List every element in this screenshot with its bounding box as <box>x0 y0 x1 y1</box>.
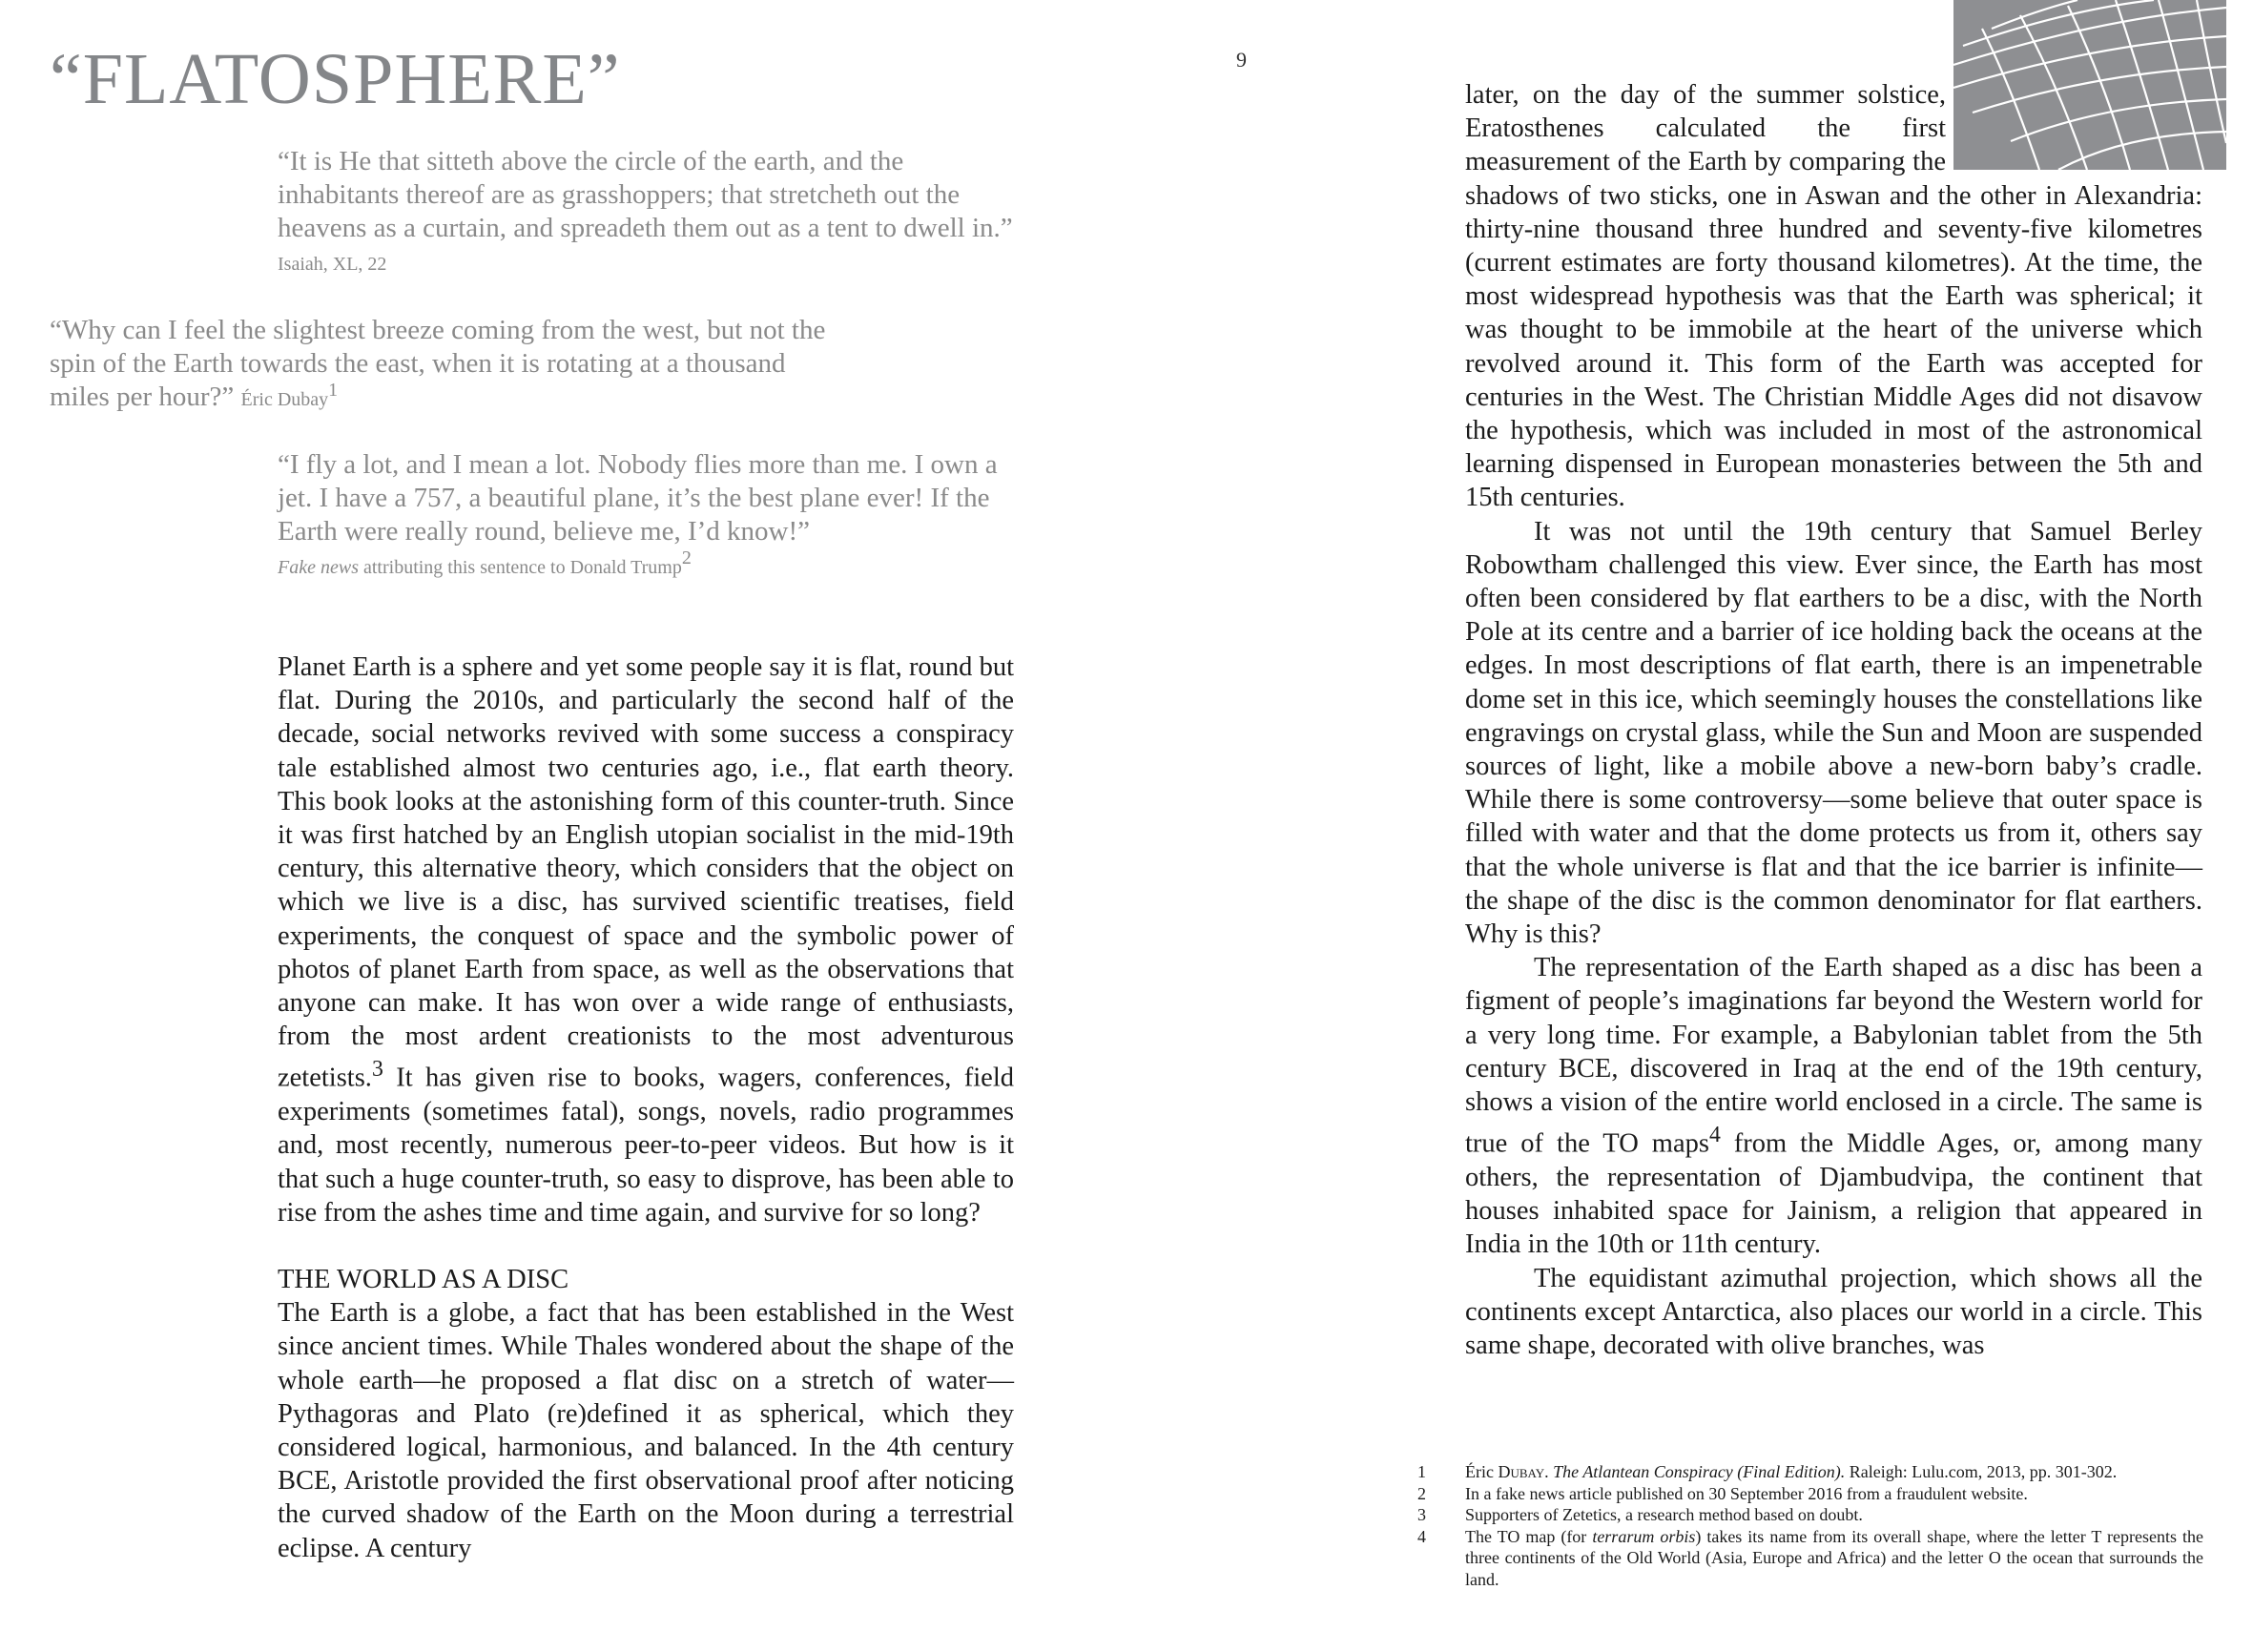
epigraph-dubay <box>50 314 832 417</box>
footnote-4 <box>1417 1526 2203 1591</box>
footnote-text: In a fake news article published on 30 September 2016 from a fraudulent website. <box>1465 1483 2028 1503</box>
footnote-text: The TO map (for <box>1465 1526 1593 1546</box>
footnote-ref: 2 <box>681 547 692 568</box>
footnote-text-cont: ) takes its name from its overall shape, where the letter T represents the three continents of the Old World (Asia, Europe and Africa) and the letter O the ocean that surrounds the land. <box>1465 1526 2203 1589</box>
section-paragraph: The Earth is a globe, a fact that has been established in the West since ancient times. While Thales wondered about the shape of the whole earth—he proposed a flat disc on a stretch of water—Pythagoras and Plato (re)defined it as spherical, which they considered logical, harmonious, and balanced. In the 4th century BCE, Aristotle provided the first observational proof after noticing the curved shadow of the Earth on the Moon during a terrestrial eclipse. A century <box>278 1298 1014 1563</box>
epigraph-text: “It is He that sitteth above the circle of the earth, and the inhabitants thereof are as grasshoppers; that stretcheth out the heavens as a curtain, and spreadeth them out as a tent to dwell in.” <box>278 146 1013 243</box>
footnote-author-first: Éric <box>1465 1462 1499 1481</box>
paragraph-4: The equidistant azimuthal projection, which shows all the continents except Antarctica, also places our world in a circle. This same shape, decorated with olive branches, was <box>1465 1263 2202 1361</box>
footnote-number: 3 <box>1417 1505 1426 1524</box>
footnote-rest: Raleigh: Lulu.com, 2013, pp. 301-302. <box>1845 1462 2118 1481</box>
epigraph-attribution <box>278 557 682 578</box>
p3-text: The representation of the Earth shaped as a disc has been a figment of people’s imaginations far beyond the Western world for a very long time. For example, a Babylonian tablet from the 5th century BCE, discovered in Iraq at the end of the 19th century, shows a vision of the entire world enclosed in a circle. The same is true of the TO maps <box>1465 953 2202 1159</box>
paragraph-3 <box>1465 951 2202 1261</box>
footnote-1: 1 Éric Dubay. The Atlantean Conspiracy (Final Edition). Raleigh: Lulu.com, 2013, pp. 301-302. <box>1417 1462 2118 1481</box>
footnote-ref: 3 <box>371 1057 383 1083</box>
globe-grid-icon <box>1953 0 2226 170</box>
epigraph-attribution: Isaiah, XL, 22 <box>278 254 387 275</box>
attribution-rest: attributing this sentence to Donald Trump <box>358 557 682 578</box>
attribution-italic: Fake news <box>278 557 359 578</box>
section-heading: THE WORLD AS A DISC <box>278 1264 569 1294</box>
intro-paragraph <box>278 650 1014 1229</box>
footnote-number: 2 <box>1417 1483 1426 1503</box>
footnote-3 <box>1417 1504 2203 1526</box>
footnote-ref: 1 <box>328 380 339 401</box>
intro-text: Planet Earth is a sphere and yet some people say it is flat, round but flat. During the 2010s, and particularly the second half of the decade, social networks revived with some success a conspiracy tale established almost two centuries ago, i.e., flat earth theory. This book looks at the astonishing form of this counter-truth. Since it was first hatched by an English utopian socialist in the mid-19th century, this alternative theory, which considers that the object on which we live is a disc, has survived scientific treatises, field experiments, the conquest of space and the symbolic power of photos of planet Earth from space, as well as the observations that anyone can make. It has won over a wide range of enthusiasts, from the most ardent creationists to the most adventurous zetetists. <box>278 652 1014 1093</box>
page-number: 9 <box>1236 48 1247 72</box>
footnote-number: 4 <box>1417 1526 1426 1546</box>
right-column <box>1465 78 2202 1362</box>
paragraph-1: later, on the day of the summer solstice, Eratosthenes calculated the first measurement of the Earth by comparing the shadows of two sticks, one in Aswan and the other in Alexandria: thirty-nine thousand three hundred and seventy-five kilometres (current estimates are forty thousand kilometres). At the time, the most widespread hypothesis was that the Earth was spherical; it was thought to be immobile at the heart of the universe which revolved around it. This form of the Earth was accepted for centuries in the West. The Christian Middle Ages did not disavow the hypothesis, which was included in most of the astronomical learning dispensed in European monasteries between the 5th and 15th centuries. <box>1465 80 2202 513</box>
epigraph-attribution: Éric Dubay <box>240 389 329 410</box>
footnote-author-last: Dubay <box>1498 1462 1545 1481</box>
footnotes <box>1417 1461 2203 1590</box>
footnote-book-title: The Atlantean Conspiracy (Final Edition). <box>1553 1462 1846 1481</box>
epigraph-text: “Why can I feel the slightest breeze coming from the west, but not the spin of the Earth towards the east, when it is rotating at a thousand miles per hour?” <box>50 315 826 412</box>
spacer <box>278 1229 1014 1263</box>
intro-text-cont: It has given rise to books, wagers, conferences, field experiments (sometimes fatal), songs, novels, radio programmes and, most recently, numerous peer-to-peer videos. But how is it that such a huge counter-truth, so easy to disprove, has been able to rise from the ashes time and time again, and survive for so long? <box>278 1063 1014 1228</box>
footnote-2 <box>1417 1483 2203 1505</box>
footnote-text: Supporters of Zetetics, a research method based on doubt. <box>1465 1505 1863 1524</box>
chapter-title: “FLATOSPHERE” <box>50 39 621 119</box>
footnote-italic: terrarum orbis <box>1592 1526 1696 1546</box>
epigraph-isaiah <box>278 145 1014 281</box>
left-column <box>278 650 1014 1565</box>
footnote-ref: 4 <box>1708 1123 1721 1148</box>
epigraph-trump <box>278 448 1014 585</box>
paragraph-2: It was not until the 19th century that Samuel Berley Robowtham challenged this view. Ever since, the Earth has most often been considered by flat earthers to be a disc, with the North Pole at its centre and a barrier of ice holding back the oceans at the edges. In most descriptions of flat earth, there is an impenetrable dome set in this ice, which seemingly houses the constellations like engravings on crystal glass, while the Sun and Moon are suspended sources of light, like a mobile above a new-born baby’s cradle. While there is some controversy—some believe that outer space is filled with water and that the dome protects us from it, others say that the whole universe is flat and that the ice barrier is infinite—the shape of the disc is the common denominator for flat earthers. Why is this? <box>1465 516 2202 950</box>
footnote-number: 1 <box>1417 1462 1426 1481</box>
p3-text-cont: from the Middle Ages, or, among many others, the representation of Djambudvipa, the continent that houses inhabited space for Jainism, a religion that appeared in India in the 10th or 11th century. <box>1465 1128 2202 1260</box>
epigraph-text: “I fly a lot, and I mean a lot. Nobody flies more than me. I own a jet. I have a 757, a beautiful plane, it’s the best plane ever! If the Earth were really round, believe me, I’d know!” <box>278 449 998 547</box>
